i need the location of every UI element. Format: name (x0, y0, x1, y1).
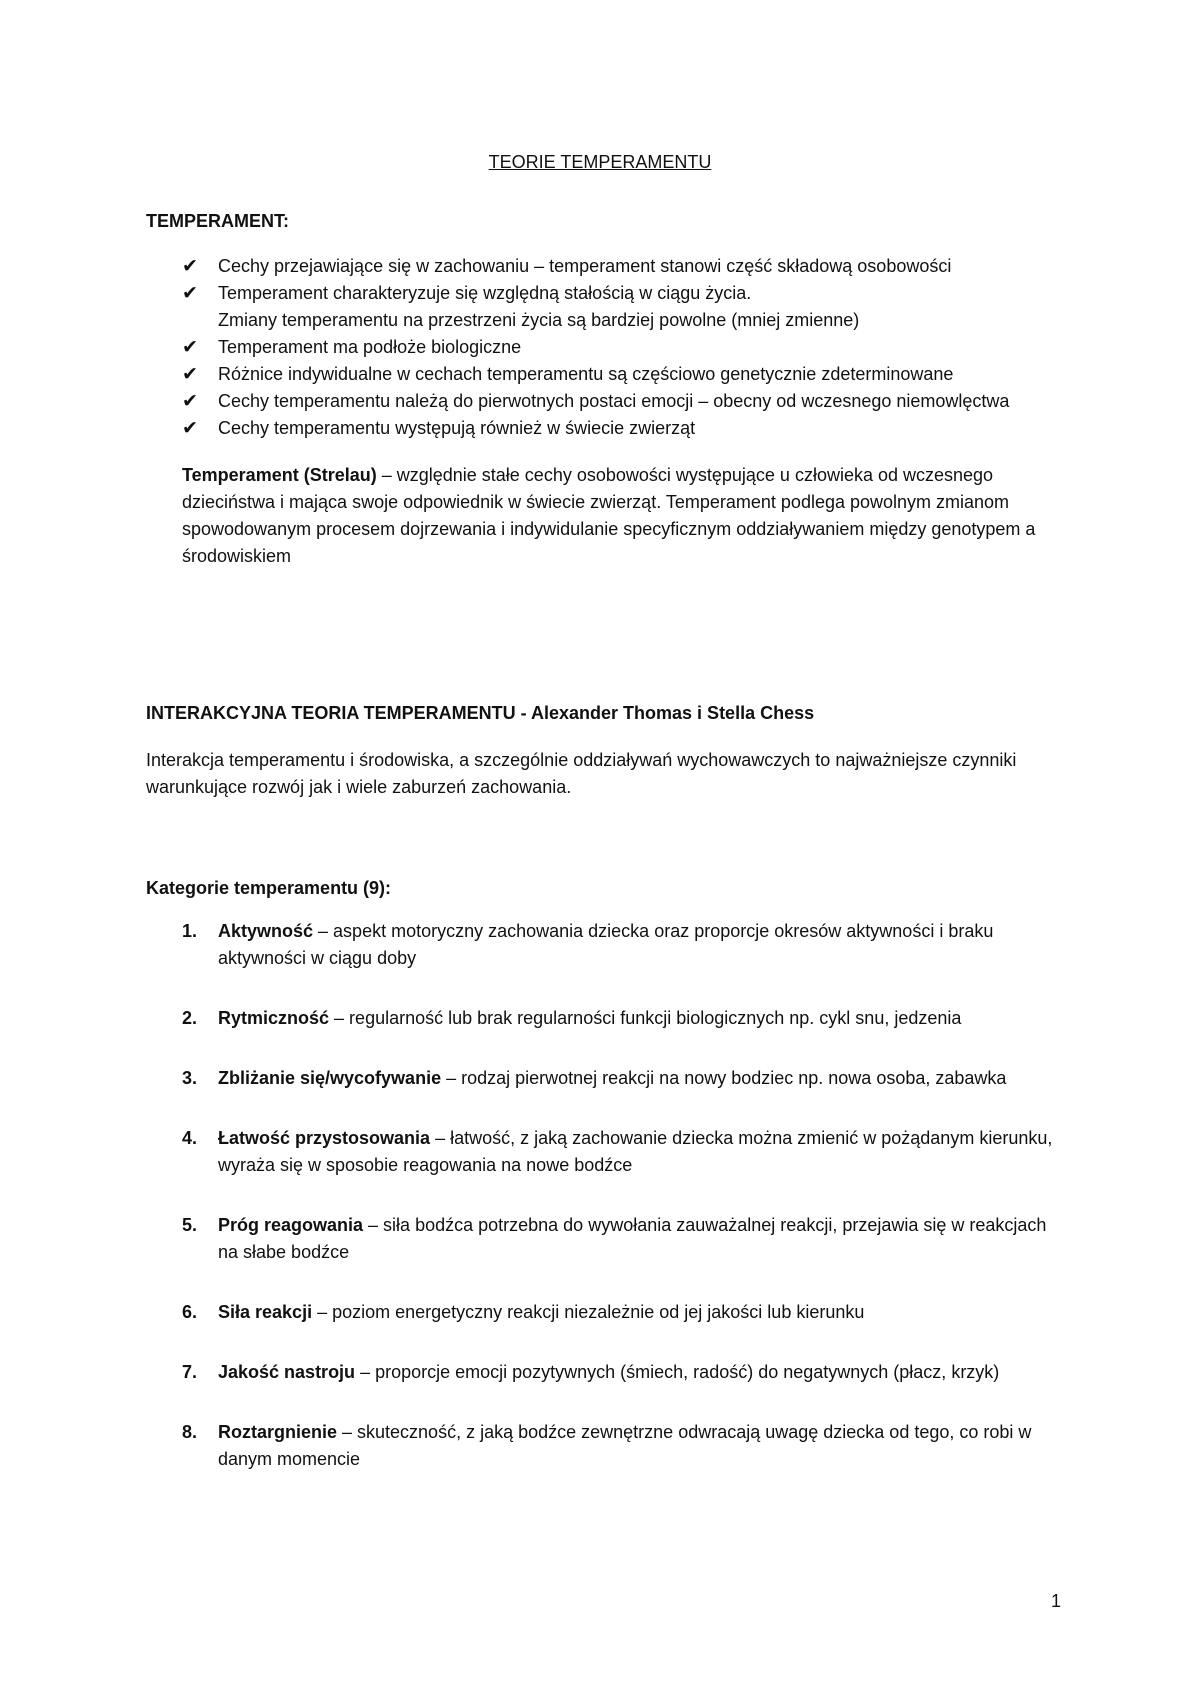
checklist-item-text: Temperament ma podłoże biologiczne (218, 337, 522, 357)
checklist-item-extra: Zmiany temperamentu na przestrzeni życia są bardziej powolne (mniej zmienne) (218, 310, 860, 330)
category-description: – skuteczność, z jaką bodźce zewnętrzne odwracają uwagę dziecka od tego, co robi w danym momencie (218, 1422, 1032, 1469)
category-item (146, 918, 1066, 972)
category-description: – łatwość, z jaką zachowanie dziecka można zmienić w pożądanym kierunku, wyraża się w sposobie reagowania na nowe bodźce (218, 1128, 1053, 1175)
category-item (146, 1359, 1066, 1386)
category-description: – regularność lub brak regularności funkcji biologicznych np. cykl snu, jedzenia (329, 1008, 962, 1028)
category-description: – proporcje emocji pozytywnych (śmiech, radość) do negatywnych (płacz, krzyk) (355, 1362, 1000, 1382)
category-description: – siła bodźca potrzebna do wywołania zauważalnej reakcji, przejawia się w reakcjach na słabe bodźce (218, 1215, 1047, 1262)
checkmark-icon: ✔ (182, 391, 198, 412)
document-title: TEORIE TEMPERAMENTU (488, 152, 712, 172)
category-item (146, 1419, 1066, 1473)
category-item (146, 1299, 1066, 1326)
temperament-checklist (146, 253, 1066, 442)
checklist-item (146, 388, 1066, 415)
category-number: 4. (182, 1128, 198, 1148)
category-item (146, 1125, 1066, 1179)
page-number: 1 (1051, 1591, 1062, 1611)
checklist-item (146, 253, 1066, 280)
category-item (146, 1212, 1066, 1266)
category-term: Aktywność (218, 921, 314, 941)
interactive-theory-paragraph: Interakcja temperamentu i środowiska, a szczególnie oddziaływań wychowawczych to najważniejsze czynniki warunkujące rozwój jak i wiele zaburzeń zachowania. (146, 750, 1017, 797)
checklist-item (146, 415, 1066, 442)
category-term: Jakość nastroju (218, 1362, 356, 1382)
categories-heading: Kategorie temperamentu (9): (146, 878, 392, 898)
categories-section (146, 875, 1066, 1506)
category-item (146, 1065, 1066, 1092)
temperament-definition (182, 462, 1066, 570)
checklist-item-text: Cechy przejawiające się w zachowaniu – temperament stanowi część składową osobowości (218, 256, 952, 276)
interactive-theory-section (146, 700, 1066, 801)
category-term: Rytmiczność (218, 1008, 330, 1028)
temperament-section (146, 208, 1066, 570)
category-term: Siła reakcji (218, 1302, 313, 1322)
categories-list (146, 918, 1066, 1473)
checkmark-icon: ✔ (182, 337, 198, 358)
category-number: 8. (182, 1422, 198, 1442)
category-description: – rodzaj pierwotnej reakcji na nowy bodziec np. nowa osoba, zabawka (441, 1068, 1007, 1088)
checkmark-icon: ✔ (182, 418, 198, 439)
checklist-item (146, 361, 1066, 388)
checklist-item-text: Różnice indywidualne w cechach temperamentu są częściowo genetycznie zdeterminowane (218, 364, 954, 384)
checkmark-icon: ✔ (182, 364, 198, 385)
interactive-theory-heading: INTERAKCYJNA TEORIA TEMPERAMENTU - Alexander Thomas i Stella Chess (146, 703, 815, 723)
category-term: Próg reagowania (218, 1215, 364, 1235)
checklist-item (146, 280, 1066, 334)
checklist-item-text: Cechy temperamentu występują również w świecie zwierząt (218, 418, 696, 438)
category-number: 3. (182, 1068, 198, 1088)
category-term: Roztargnienie (218, 1422, 338, 1442)
definition-text: – względnie stałe cechy osobowości występujące u człowieka od wczesnego dzieciństwa i mająca swoje odpowiednik w świecie zwierząt. Temperament podlega powolnym zmianom spowodowanym procesem dojrzewania i indywidulanie specyficznym oddziaływaniem między genotypem a środowiskiem (182, 465, 1036, 566)
category-term: Zbliżanie się/wycofywanie (218, 1068, 442, 1088)
category-description: – poziom energetyczny reakcji niezależnie od jej jakości lub kierunku (312, 1302, 865, 1322)
category-number: 5. (182, 1215, 198, 1235)
checkmark-icon: ✔ (182, 256, 198, 277)
definition-term: Temperament (Strelau) (182, 465, 377, 485)
category-number: 6. (182, 1302, 198, 1322)
checklist-item-text: Temperament charakteryzuje się względną stałością w ciągu życia. (218, 283, 752, 303)
category-description: – aspekt motoryczny zachowania dziecka oraz proporcje okresów aktywności i braku aktywności w ciągu doby (218, 921, 994, 968)
category-item (146, 1005, 1066, 1032)
category-number: 7. (182, 1362, 198, 1382)
checklist-item-text: Cechy temperamentu należą do pierwotnych postaci emocji – obecny od wczesnego niemowlęctwa (218, 391, 1010, 411)
temperament-heading: TEMPERAMENT: (146, 211, 289, 231)
category-term: Łatwość przystosowania (218, 1128, 431, 1148)
category-number: 1. (182, 921, 198, 941)
checkmark-icon: ✔ (182, 283, 198, 304)
category-number: 2. (182, 1008, 198, 1028)
checklist-item (146, 334, 1066, 361)
